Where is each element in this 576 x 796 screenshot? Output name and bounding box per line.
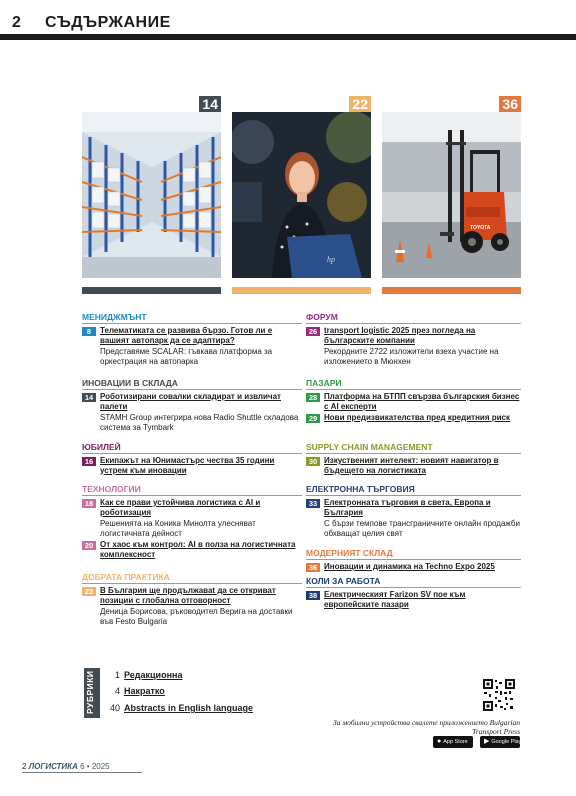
rubric-link[interactable]: Abstracts in English language [124, 703, 254, 713]
section-title: ПАЗАРИ [306, 378, 521, 390]
rubric-page-number: 40 [109, 703, 120, 713]
card-color-strip [82, 287, 221, 294]
article-headline[interactable]: В България ще продължаваt да се откриват позиции с глобална отговорност [100, 586, 276, 605]
svg-text:TOYOTA: TOYOTA [470, 225, 491, 231]
article-entry[interactable] [82, 326, 302, 366]
article-headline[interactable]: Платформа на БТПП свързва българския бизнес с AI експерти [324, 392, 520, 411]
section-title: ДОБРАТА ПРАКТИКА [82, 572, 302, 584]
play-icon: ▶ [484, 738, 490, 745]
rubric-link[interactable]: Накратко [124, 686, 165, 696]
article-headline[interactable]: Иновации и динамика на Techno Expo 2025 [324, 562, 495, 571]
article-page-badge: 28 [306, 393, 320, 402]
article-page-badge: 33 [306, 499, 320, 508]
article-entry[interactable] [306, 456, 521, 475]
page-number: 2 [12, 14, 21, 31]
article-description: Деница Борисова, ръководител Верига на доставки във Festo Bulgaria [100, 607, 293, 626]
article-headline[interactable]: Екипажът на Юнимастърс чества 35 години устрем към иновации [100, 456, 275, 475]
article-headline[interactable]: Изкуственият интелект: новият навигатор в бъдещето на логистиката [324, 456, 499, 475]
section-title: ФОРУМ [306, 312, 521, 324]
app-store-label: App Store [443, 739, 468, 745]
article-page-badge: 8 [82, 327, 96, 336]
article-entry[interactable] [306, 590, 521, 609]
svg-text:hp: hp [327, 255, 335, 264]
article-headline[interactable]: transport logistic 2025 през погледа на българските компании [324, 326, 476, 345]
section-ecommerce [306, 484, 521, 540]
article-headline[interactable]: Електронната търговия в света, Европа и България [324, 498, 491, 517]
feature-card-warehouse[interactable] [82, 96, 221, 295]
article-page-badge: 18 [82, 499, 96, 508]
article-page-badge: 38 [306, 591, 320, 600]
section-title: МЕНИДЖМЪНТ [82, 312, 302, 324]
article-description: STAMH Group интегрира нова Radio Shuttle складова система за Tymbark [100, 413, 299, 432]
section-modern-warehouse [306, 548, 521, 574]
article-headline[interactable]: От хаос към контрол: AI в полза на логистичната комплексност [100, 540, 296, 559]
footer-rule [22, 772, 142, 773]
google-play-label: Google Play [491, 739, 522, 745]
feature-card-interview[interactable] [232, 96, 371, 295]
article-description: С бързи темпове трансграничните онлайн продажби обхващат целия свят [324, 519, 520, 538]
section-title: ИНОВАЦИИ В СКЛАДА [82, 378, 302, 390]
portrait-photo [232, 112, 371, 278]
section-title: SUPPLY CHAIN MANAGEMENT [306, 442, 521, 454]
article-headline[interactable]: Телематиката се развива бързо. Готов ли е вашият автопарк да се адаптира? [100, 326, 273, 345]
section-work-vehicles [306, 576, 521, 611]
magazine-logo: ЛОГИСТИКА [28, 762, 78, 771]
section-title: ТЕХНОЛОГИИ [82, 484, 302, 496]
card-page-number: 36 [499, 96, 521, 112]
mobile-app-note: За мобилни устройства свалете приложението Bulgarian Transport Press [333, 718, 520, 736]
section-supply-chain [306, 442, 521, 477]
article-entry[interactable] [306, 392, 521, 411]
rubric-link[interactable]: Редакционна [124, 670, 183, 680]
page-title: СЪДЪРЖАНИЕ [45, 14, 171, 31]
article-headline[interactable]: Електрическият Farizon SV пое към европейските пазари [324, 590, 466, 609]
section-good-practice [82, 572, 302, 628]
article-page-badge: 36 [306, 563, 320, 572]
section-management [82, 312, 302, 368]
feature-card-forklift[interactable] [382, 96, 521, 295]
card-page-number: 14 [199, 96, 221, 112]
section-title: ЮБИЛЕЙ [82, 442, 302, 454]
article-entry[interactable] [82, 498, 302, 538]
article-headline[interactable]: Нови предизвикателства пред кредитния риск [324, 413, 510, 422]
article-entry[interactable] [82, 586, 302, 626]
section-markets [306, 378, 521, 425]
article-page-badge: 22 [82, 587, 96, 596]
footer-page-number: 2 [22, 762, 27, 771]
section-forum [306, 312, 521, 368]
rubric-entry[interactable] [104, 686, 165, 696]
app-store-button[interactable] [433, 736, 473, 748]
article-page-badge: 14 [82, 393, 96, 402]
section-anniversary [82, 442, 302, 477]
article-page-badge: 20 [82, 541, 96, 550]
forklift-photo [382, 112, 521, 278]
section-technologies [82, 484, 302, 561]
card-color-strip [382, 287, 521, 294]
rubric-entry[interactable] [104, 703, 253, 713]
article-entry[interactable] [82, 540, 302, 559]
rubriki-label-bar [84, 668, 100, 718]
article-description: Рекордните 2722 изложители взеха участие на изложението в Мюнхен [324, 347, 499, 366]
card-color-strip [232, 287, 371, 294]
warehouse-photo [82, 112, 221, 278]
card-page-number: 22 [349, 96, 371, 112]
section-title: КОЛИ ЗА РАБОТА [306, 576, 521, 588]
article-entry[interactable] [306, 562, 521, 572]
issue-number: 6 • 2025 [80, 762, 110, 771]
section-title: МОДЕРНИЯТ СКЛАД [306, 548, 521, 560]
rubric-page-number: 1 [114, 670, 120, 680]
section-title: ЕЛЕКТРОННА ТЪРГОВИЯ [306, 484, 521, 496]
page-footer [22, 762, 110, 771]
article-page-badge: 26 [306, 327, 320, 336]
article-entry[interactable] [82, 392, 302, 432]
article-page-badge: 30 [306, 457, 320, 466]
article-entry[interactable] [306, 326, 521, 366]
article-description: Решенията на Коника Минолта улесняват логистичната дейност [100, 519, 256, 538]
article-entry[interactable] [306, 498, 521, 538]
qr-code-icon[interactable] [482, 678, 516, 712]
article-headline[interactable]: Как се прави устойчива логистика с AI и роботизация [100, 498, 261, 517]
article-entry[interactable] [306, 413, 521, 423]
article-page-badge: 16 [82, 457, 96, 466]
google-play-button[interactable] [480, 736, 520, 748]
rubric-page-number: 4 [114, 686, 120, 696]
page-header [0, 0, 576, 40]
rubric-entry[interactable] [104, 670, 182, 680]
article-headline[interactable]: Роботизирани совалки складират и извличат палети [100, 392, 281, 411]
rubriki-label: РУБРИКИ [85, 670, 95, 714]
apple-icon: ● [437, 738, 442, 745]
article-description: Представяме SCALAR: гъвкава платформа за оркестрация на автопарка [100, 347, 273, 366]
section-warehouse-innovations [82, 378, 302, 434]
header-rule [0, 34, 576, 40]
article-page-badge: 29 [306, 414, 320, 423]
article-entry[interactable] [82, 456, 302, 475]
